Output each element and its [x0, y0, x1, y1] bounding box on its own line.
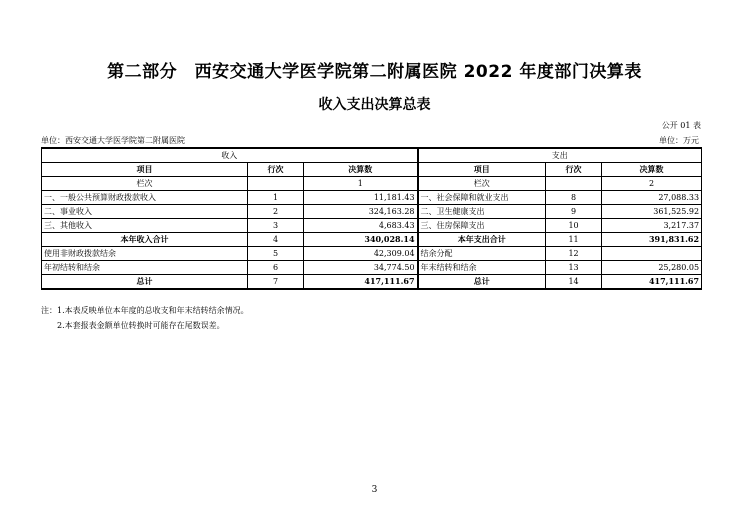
income-expense-table — [41, 147, 702, 290]
expense-item-header: 项目 — [418, 163, 546, 177]
income-line: 5 — [248, 247, 304, 261]
income-amount: 34,774.50 — [304, 261, 418, 275]
subtotal-row — [42, 233, 702, 247]
income-item: 本年收入合计 — [42, 233, 248, 247]
income-item: 一、一般公共预算财政拨款收入 — [42, 191, 248, 205]
section-header-row — [42, 148, 702, 163]
total-row — [42, 275, 702, 290]
column-number-row — [42, 177, 702, 191]
income-line: 6 — [248, 261, 304, 275]
footnotes — [41, 303, 249, 333]
expense-amount: 361,525.92 — [602, 205, 702, 219]
expense-amount: 3,217.37 — [602, 219, 702, 233]
expense-item: 本年支出合计 — [418, 233, 546, 247]
expense-line: 10 — [546, 219, 602, 233]
page-number: 3 — [371, 485, 378, 495]
income-item: 使用非财政拨款结余 — [42, 247, 248, 261]
expense-line: 11 — [546, 233, 602, 247]
income-item: 三、其他收入 — [42, 219, 248, 233]
expense-item: 一、社会保障和就业支出 — [418, 191, 546, 205]
expense-amount: 27,088.33 — [602, 191, 702, 205]
footnote-1: 注：1.本表反映单位本年度的总收支和年末结转结余情况。 — [41, 306, 249, 315]
expense-item: 三、住房保障支出 — [418, 219, 546, 233]
expense-item: 总计 — [418, 275, 546, 290]
currency-unit: 单位：万元 — [659, 136, 699, 145]
expense-line: 14 — [546, 275, 602, 290]
form-number: 公开 01 表 — [661, 121, 701, 130]
reporting-unit: 单位：西安交通大学医学院第二附属医院 — [41, 136, 185, 145]
income-section-header: 收入 — [42, 148, 418, 163]
expense-amount — [602, 247, 702, 261]
footnote-2: 2.本套报表金额单位转换时可能存在尾数误差。 — [57, 321, 225, 330]
expense-line-header: 行次 — [546, 163, 602, 177]
table-row — [42, 219, 702, 233]
income-line: 2 — [248, 205, 304, 219]
income-col-no-label: 栏次 — [42, 177, 248, 191]
expense-item: 结余分配 — [418, 247, 546, 261]
income-line-header: 行次 — [248, 163, 304, 177]
income-amount-header: 决算数 — [304, 163, 418, 177]
income-amount: 42,309.04 — [304, 247, 418, 261]
table-row — [42, 247, 702, 261]
table-row — [42, 261, 702, 275]
income-col-no: 1 — [304, 177, 418, 191]
income-amount: 324,163.28 — [304, 205, 418, 219]
expense-col-no: 2 — [602, 177, 702, 191]
income-item-header: 项目 — [42, 163, 248, 177]
table-row — [42, 191, 702, 205]
expense-amount: 391,831.62 — [602, 233, 702, 247]
table-title: 收入支出决算总表 — [318, 97, 431, 113]
income-item: 二、事业收入 — [42, 205, 248, 219]
expense-line: 9 — [546, 205, 602, 219]
income-line: 4 — [248, 233, 304, 247]
income-amount: 417,111.67 — [304, 275, 418, 290]
income-amount: 11,181.43 — [304, 191, 418, 205]
expense-line: 12 — [546, 247, 602, 261]
empty-cell — [248, 177, 304, 191]
income-amount: 4,683.43 — [304, 219, 418, 233]
income-amount: 340,028.14 — [304, 233, 418, 247]
table-row — [42, 205, 702, 219]
income-line: 7 — [248, 275, 304, 290]
column-header-row — [42, 163, 702, 177]
income-line: 3 — [248, 219, 304, 233]
income-line: 1 — [248, 191, 304, 205]
expense-line: 13 — [546, 261, 602, 275]
expense-amount-header: 决算数 — [602, 163, 702, 177]
income-item: 总计 — [42, 275, 248, 290]
income-item: 年初结转和结余 — [42, 261, 248, 275]
expense-line: 8 — [546, 191, 602, 205]
page-title: 第二部分 西安交通大学医学院第二附属医院 2022 年度部门决算表 — [107, 62, 642, 82]
expense-amount: 417,111.67 — [602, 275, 702, 290]
expense-section-header: 支出 — [418, 148, 702, 163]
empty-cell — [546, 177, 602, 191]
expense-item: 年末结转和结余 — [418, 261, 546, 275]
expense-amount: 25,280.05 — [602, 261, 702, 275]
expense-col-no-label: 栏次 — [418, 177, 546, 191]
expense-item: 二、卫生健康支出 — [418, 205, 546, 219]
